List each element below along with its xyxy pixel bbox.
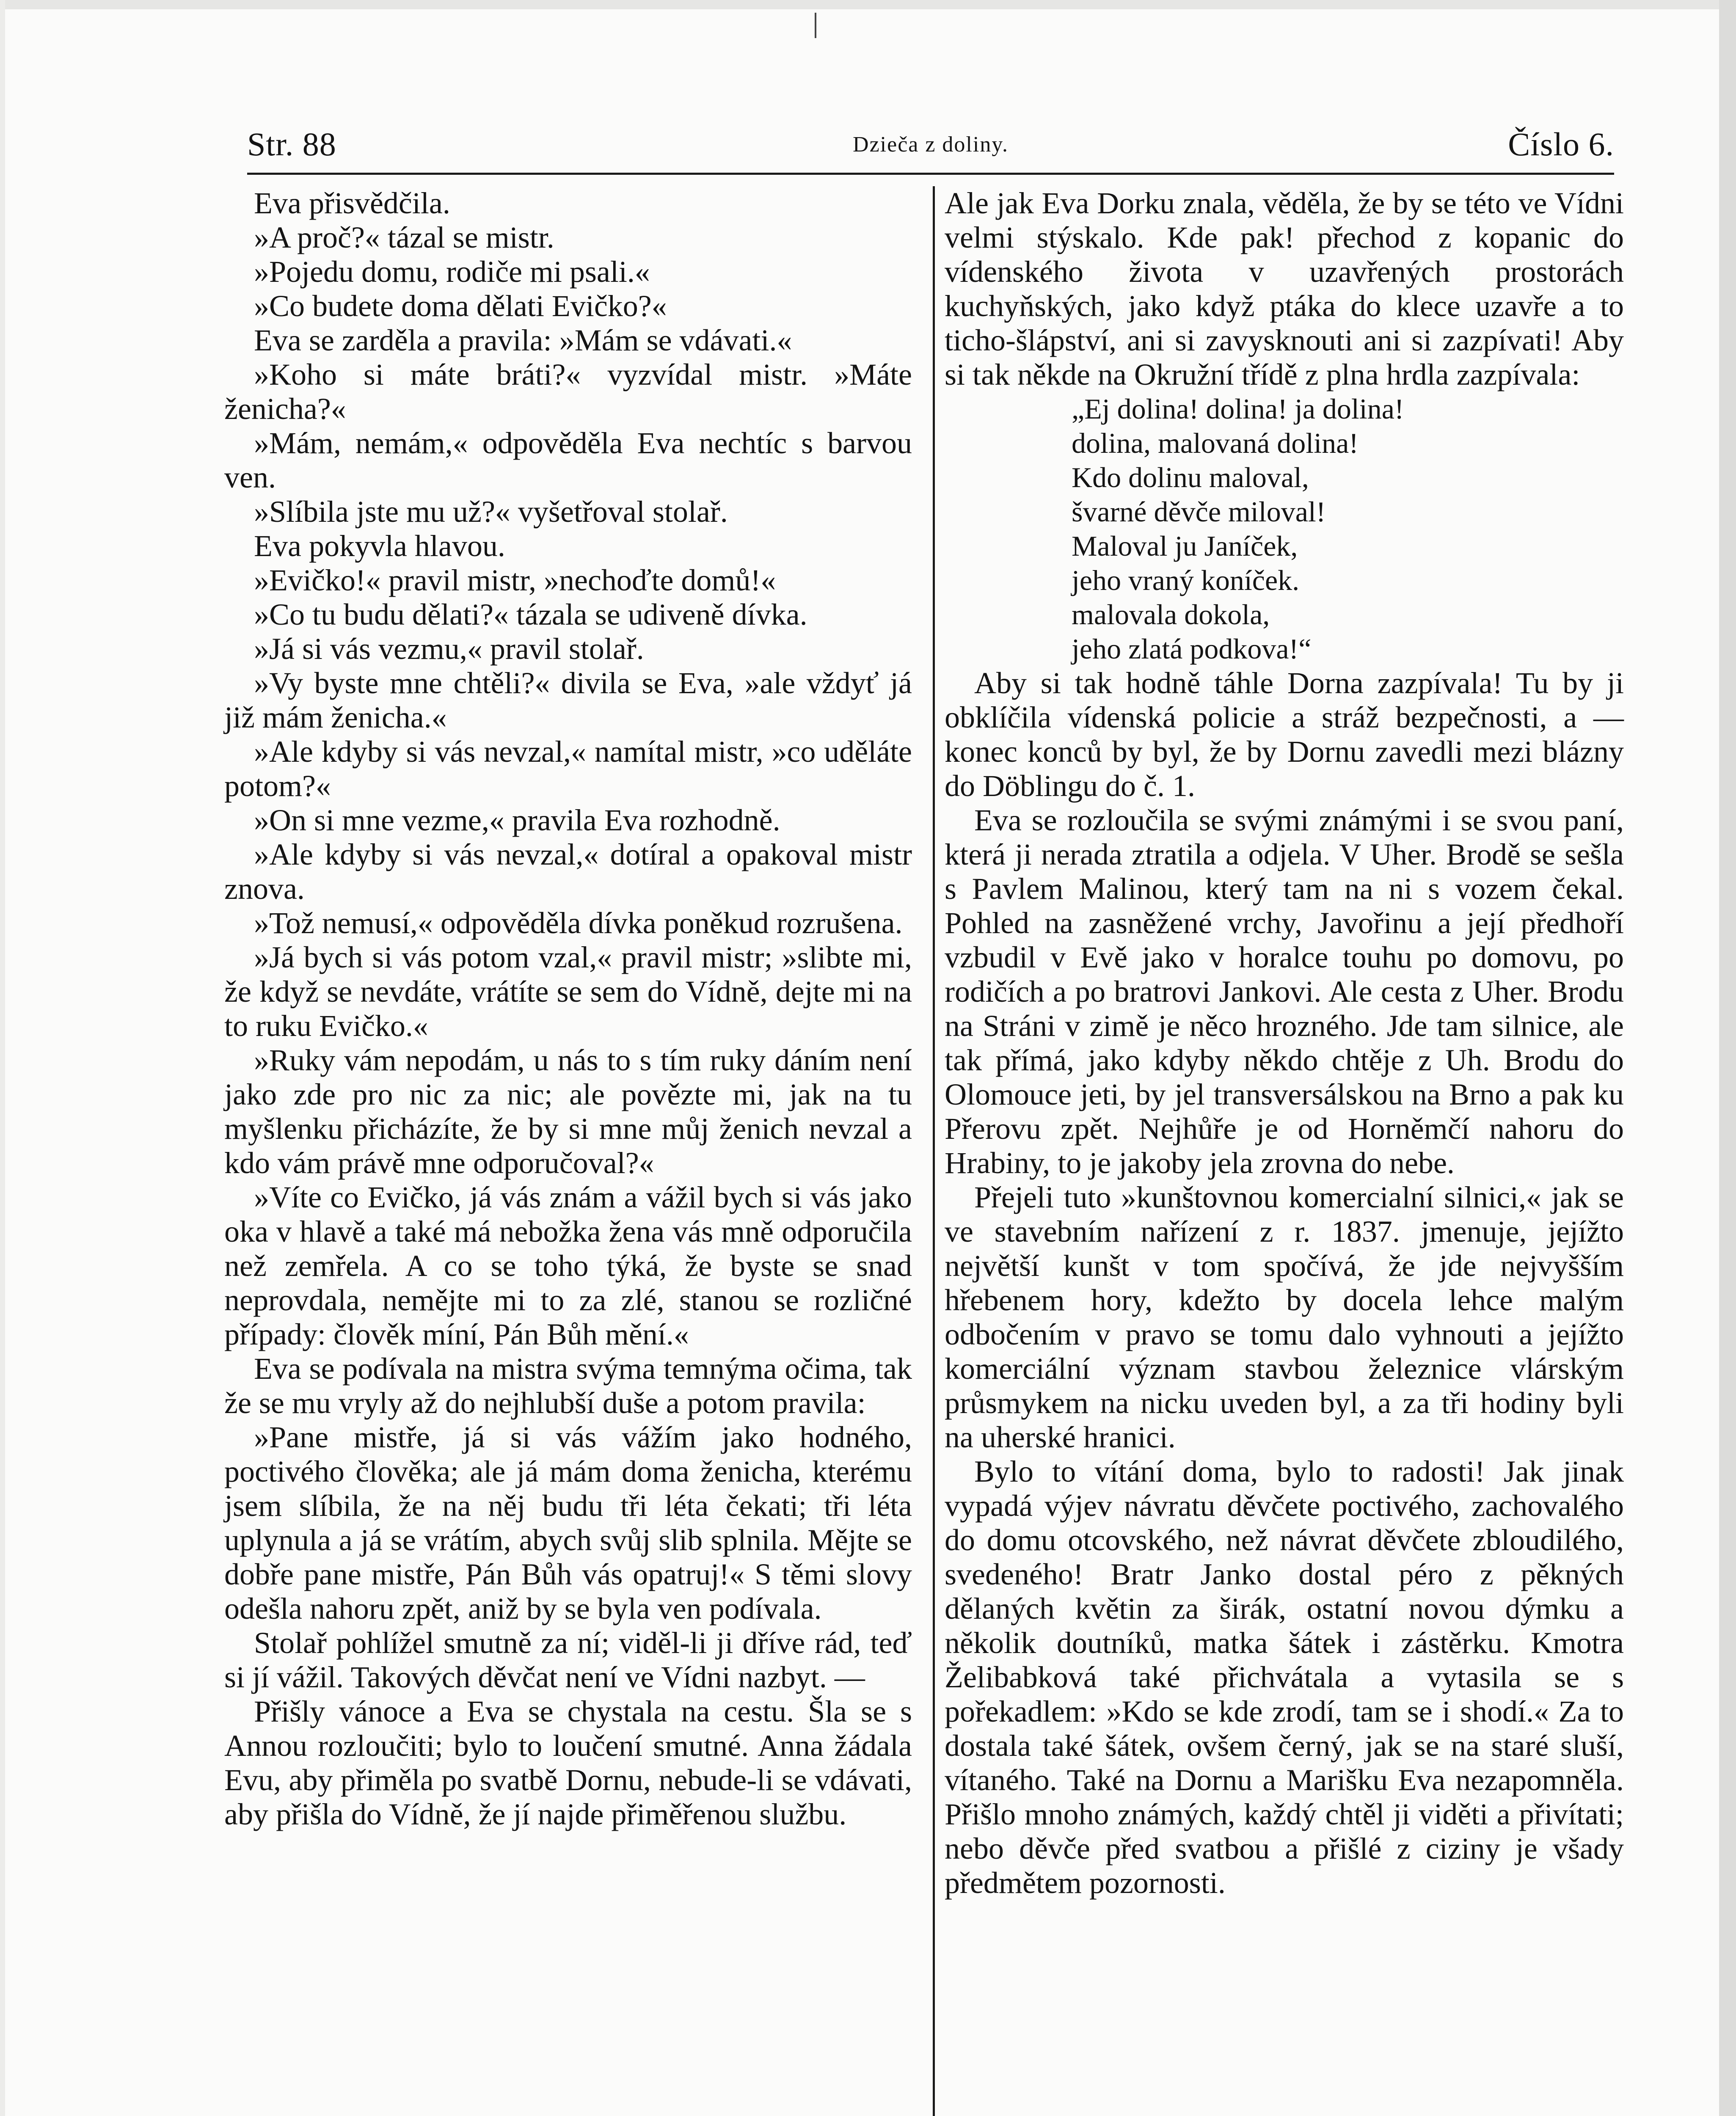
- paragraph: Přejeli tuto »kunštovnou komercialní silnici,« jak se ve stavebním nařízení z r. 1837. jmenuje, jejížto největší kunšt v tom spočívá, že jde nejvyšším hřebenem hory, kdežto by docela lehce malým odbočením v pravo se tomu dalo vyhnouti a jejížto komerciální význam stavbou železnice vlárským průsmykem na nicku uveden byl, a za tři hodiny byli na uherské hranici.: [945, 1180, 1624, 1454]
- verse-line: malovala dokola,: [1072, 598, 1270, 631]
- paragraph: »Já bych si vás potom vzal,« pravil mistr; »slibte mi, že když se nevdáte, vrátíte se sem do Vídně, dejte mi na to ruku Evičko.«: [224, 940, 912, 1043]
- paragraph: »Ruky vám nepodám, u nás to s tím ruky dáním není jako zde pro nic za nic; ale povězte mi, jak na tu myšlenku přicházíte, že by si mne můj ženich nevzal a kdo vám právě mne odporučoval?«: [224, 1043, 912, 1180]
- paragraph: »A proč?« tázal se mistr.: [254, 220, 554, 254]
- verse-line: Maloval ju Janíček,: [1072, 530, 1298, 562]
- left-column: [224, 186, 912, 1832]
- paragraph: »Co tu budu dělati?« tázala se udiveně dívka.: [254, 598, 807, 631]
- verse-line: švarné děvče miloval!: [1072, 496, 1326, 528]
- verse-line: „Ej dolina! dolina! ja dolina!: [1072, 393, 1404, 425]
- paragraph: »Ale kdyby si vás nevzal,« namítal mistr, »co uděláte potom?«: [224, 735, 912, 803]
- paragraph: Eva se podívala na mistra svýma temnýma očima, tak že se mu vryly až do nejhlubší duše a potom pravila:: [224, 1352, 912, 1420]
- paragraph: »Mám, nemám,« odpověděla Eva nechtíc s barvou ven.: [224, 426, 912, 494]
- page-header: [247, 121, 1614, 172]
- right-column: [945, 186, 1624, 1900]
- paragraph: »Koho si máte bráti?« vyzvídal mistr. »Máte ženicha?«: [224, 358, 912, 426]
- issue-number: Číslo 6.: [1508, 126, 1614, 163]
- paragraph: »Víte co Evičko, já vás znám a vážil bych si vás jako oka v hlavě a také má nebožka žena vás mně odporučila než zemřela. A co se toho týká, že byste se snad neprovdala, nemějte mi to za zlé, stanou se rozličné případy: člověk míní, Pán Bůh mění.«: [224, 1180, 912, 1351]
- verse-line: jeho vraný koníček.: [1072, 564, 1300, 596]
- paragraph: »Tož nemusí,« odpověděla dívka poněkud rozrušena.: [254, 906, 903, 940]
- paragraph: »Ale kdyby si vás nevzal,« dotíral a opakoval mistr znova.: [224, 838, 912, 906]
- paragraph: Eva se rozloučila se svými známými i se svou paní, která ji nerada ztratila a odjela. V Uher. Brodě se sešla s Pavlem Malinou, který tam na ni s vozem čekal. Pohled na zasněžené vrchy, Javořinu a její předhoří vzbudil v Evě jako v horalce touhu po domovu, po rodičích a po bratrovi Jankovi. Ale cesta z Uher. Brodu na Stráni v zimě je něco hrozného. Jde tam silnice, ale tak přímá, jako kdyby někdo chtěje z Uh. Brodu do Olomouce jeti, by jel transversálskou na Brno a pak ku Přerovu zpět. Nejhůře je od Horněmčí nahoru do Hrabiny, to je jakoby jela zrovna do nebe.: [945, 803, 1624, 1180]
- verse-line: Kdo dolinu maloval,: [1072, 461, 1309, 493]
- paragraph: Bylo to vítání doma, bylo to radosti! Jak jinak vypadá výjev návratu děvčete poctivého, zachovalého do domu otcovského, než návrat děvčete zbloudilého, svedeného! Bratr Janko dostal péro z pěkných dělaných květin za širák, ostatní novou dýmku a několik doutníků, matka šátek i zástěrku. Kmotra Želibabková také přichvátala a vytasila se s pořekadlem: »Kdo se kde zrodí, tam se i shodí.« Za to dostala také šátek, ovšem černý, jak se na staré sluší, vítaného. Také na Dornu a Marišku Eva nezapomněla. Přišlo mnoho známých, každý chtěl ji viděti a přivítati; nebo děvče před svatbou a přišlé z ciziny je všady předmětem pozornosti.: [945, 1455, 1624, 1900]
- binding-mark: [815, 13, 816, 38]
- page-number: Str. 88: [247, 126, 336, 163]
- paragraph: »Slíbila jste mu už?« vyšetřoval stolař.: [254, 495, 728, 529]
- paragraph: »Pane mistře, já si vás vážím jako hodného, poctivého člověka; ale já mám doma ženicha, kterému jsem slíbila, že na něj budu tři léta čekati; tři léta uplynula a já se vrátím, abych svůj slib splnila. Mějte se dobře pane mistře, Pán Bůh vás opatruj!« S těmi slovy odešla nahoru zpět, aniž by se byla ven podívala.: [224, 1420, 912, 1626]
- paragraph: »Vy byste mne chtěli?« divila se Eva, »ale vždyť já již mám ženicha.«: [224, 666, 912, 734]
- paragraph: Eva přisvědčila.: [254, 186, 450, 220]
- paragraph: Přišly vánoce a Eva se chystala na cestu. Šla se s Annou rozloučiti; bylo to loučení smutné. Anna žádala Evu, aby přiměla po svatbě Dornu, nebude-li se vdávati, aby přišla do Vídně, že jí najde přiměřenou službu.: [224, 1694, 912, 1831]
- paragraph: Eva se zarděla a pravila: »Mám se vdávati.«: [254, 323, 792, 357]
- verse-line: dolina, malovaná dolina!: [1072, 427, 1358, 459]
- song-verse: [1072, 392, 1624, 666]
- paragraph: »Co budete doma dělati Evičko?«: [254, 289, 667, 323]
- verse-line: jeho zlatá podkova!“: [1072, 633, 1312, 665]
- paragraph: Aby si tak hodně táhle Dorna zazpívala! Tu by ji obklíčila vídenská policie a stráž bezpečnosti, a — konec konců by byl, že by Dornu zavedli mezi blázny do Döblingu do č. 1.: [945, 666, 1624, 803]
- paragraph: Stolař pohlížel smutně za ní; viděl-li ji dříve rád, teď si jí vážil. Takových děvčat není ve Vídni nazbyt. —: [224, 1626, 912, 1694]
- paragraph: »Evičko!« pravil mistr, »nechoďte domů!«: [254, 563, 776, 597]
- paragraph: »Pojedu domu, rodiče mi psali.«: [254, 255, 650, 289]
- paragraph: »Já si vás vezmu,« pravil stolař.: [254, 632, 644, 666]
- paragraph: Eva pokyvla hlavou.: [254, 529, 505, 563]
- paragraph: Ale jak Eva Dorku znala, věděla, že by se této ve Vídni velmi stýskalo. Kde pak! přechod z kopanic do vídenského života v uzavřených prostorách kuchyňských, jako když ptáka do klece uzavře a to ticho-šlápství, ani si zavysknouti ani si zazpívati! Aby si tak někde na Okružní třídě z plna hrdla zazpívala:: [945, 186, 1624, 391]
- column-rule: [933, 186, 935, 2116]
- scan-edge-right: [1719, 0, 1736, 2116]
- header-rule: [247, 173, 1614, 175]
- scan-edge-left: [0, 0, 5, 2116]
- running-title: Dzieča z doliny.: [853, 132, 1009, 157]
- paragraph: »On si mne vezme,« pravila Eva rozhodně.: [254, 803, 780, 837]
- scan-edge-top: [0, 0, 1736, 9]
